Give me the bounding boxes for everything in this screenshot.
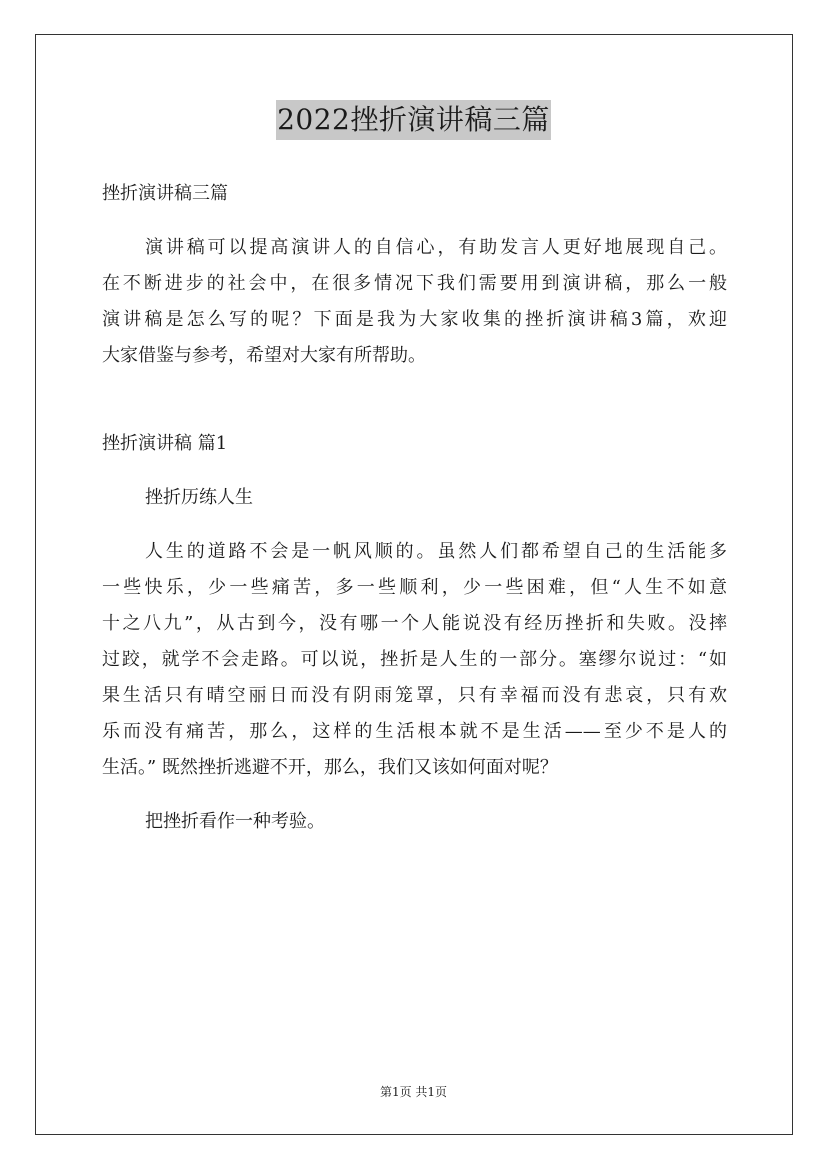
intro-line: 演讲稿可以提高演讲人的自信心，有助发言人更好地展现自己。	[145, 237, 727, 258]
body-line: 一些快乐，少一些痛苦，多一些顺利，少一些困难，但“人生不如意	[102, 577, 727, 598]
page-footer: 第1页 共1页	[379, 1085, 448, 1099]
document-subtitle: 挫折演讲稿三篇	[102, 183, 228, 204]
intro-line: 大家借鉴与参考，希望对大家有所帮助。	[102, 345, 426, 366]
closing-line: 把挫折看作一种考验。	[145, 811, 325, 832]
title-container	[0, 100, 827, 140]
document-body	[102, 176, 727, 840]
body-line: 生活。” 既然挫折逃避不开，那么，我们又该如何面对呢？	[102, 757, 558, 778]
body-line: 人生的道路不会是一帆风顺的。虽然人们都希望自己的生活能多	[145, 541, 727, 562]
intro-line: 在不断进步的社会中，在很多情况下我们需要用到演讲稿，那么一般	[102, 273, 727, 294]
intro-paragraph	[102, 230, 727, 374]
body-line: 果生活只有晴空丽日而没有阴雨笼罩，只有幸福而没有悲哀，只有欢	[102, 685, 727, 706]
section-heading: 挫折演讲稿 篇1	[102, 433, 228, 454]
body-line: 过跤，就学不会走路。可以说，挫折是人生的一部分。塞缪尔说过：“如	[102, 649, 727, 670]
body-line: 乐而没有痛苦，那么，这样的生活根本就不是生活——至少不是人的	[102, 721, 727, 742]
body-paragraph	[102, 534, 727, 786]
document-title: 2022挫折演讲稿三篇	[276, 100, 551, 140]
intro-line: 演讲稿是怎么写的呢？下面是我为大家收集的挫折演讲稿3篇，欢迎	[102, 309, 727, 330]
body-line: 十之八九”，从古到今，没有哪一个人能说没有经历挫折和失败。没摔	[102, 613, 727, 634]
section-title: 挫折历练人生	[145, 487, 253, 508]
